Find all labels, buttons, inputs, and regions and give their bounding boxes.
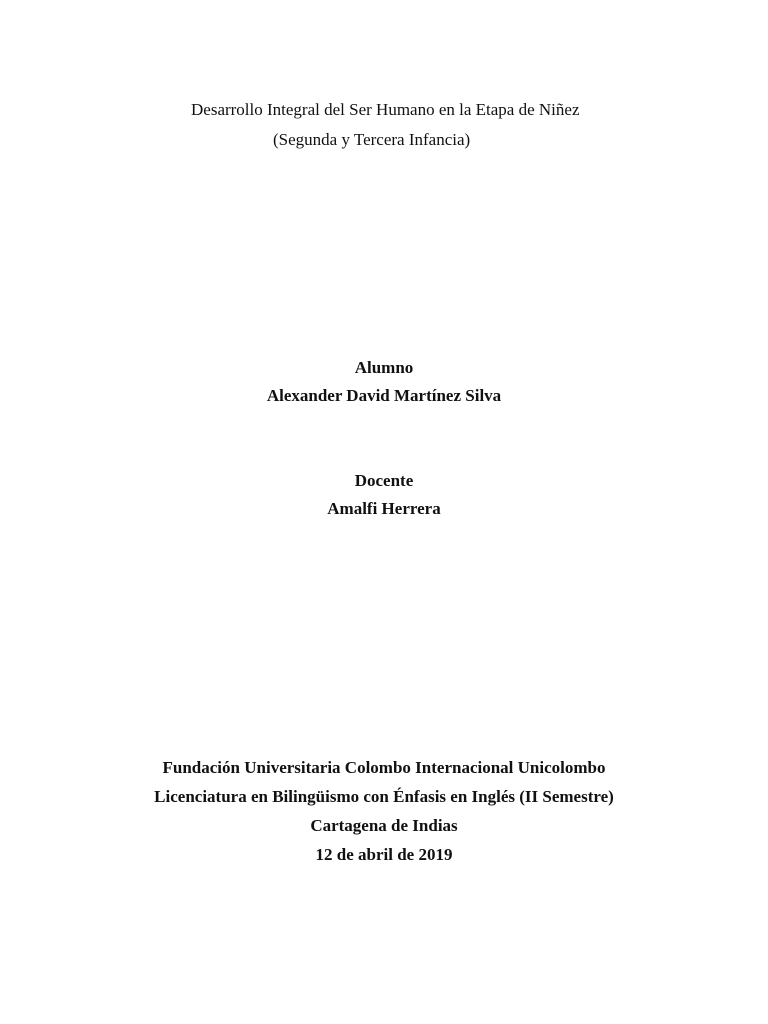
city: Cartagena de Indias bbox=[310, 816, 458, 835]
document-subtitle: (Segunda y Tercera Infancia) bbox=[273, 130, 471, 149]
document-date: 12 de abril de 2019 bbox=[315, 845, 453, 864]
program-name: Licenciatura en Bilingüismo con Énfasis en Inglés (II Semestre) bbox=[154, 787, 614, 806]
student-name: Alexander David Martínez Silva bbox=[266, 386, 502, 405]
document-title: Desarrollo Integral del Ser Humano en la Etapa de Niñez bbox=[191, 100, 580, 119]
institution-section bbox=[0, 753, 768, 869]
teacher-section bbox=[0, 467, 768, 523]
teacher-label: Docente bbox=[354, 471, 414, 490]
institution-name: Fundación Universitaria Colombo Internacional Unicolombo bbox=[162, 758, 606, 777]
student-section bbox=[0, 354, 768, 410]
student-label: Alumno bbox=[354, 358, 414, 377]
teacher-name: Amalfi Herrera bbox=[327, 499, 441, 518]
